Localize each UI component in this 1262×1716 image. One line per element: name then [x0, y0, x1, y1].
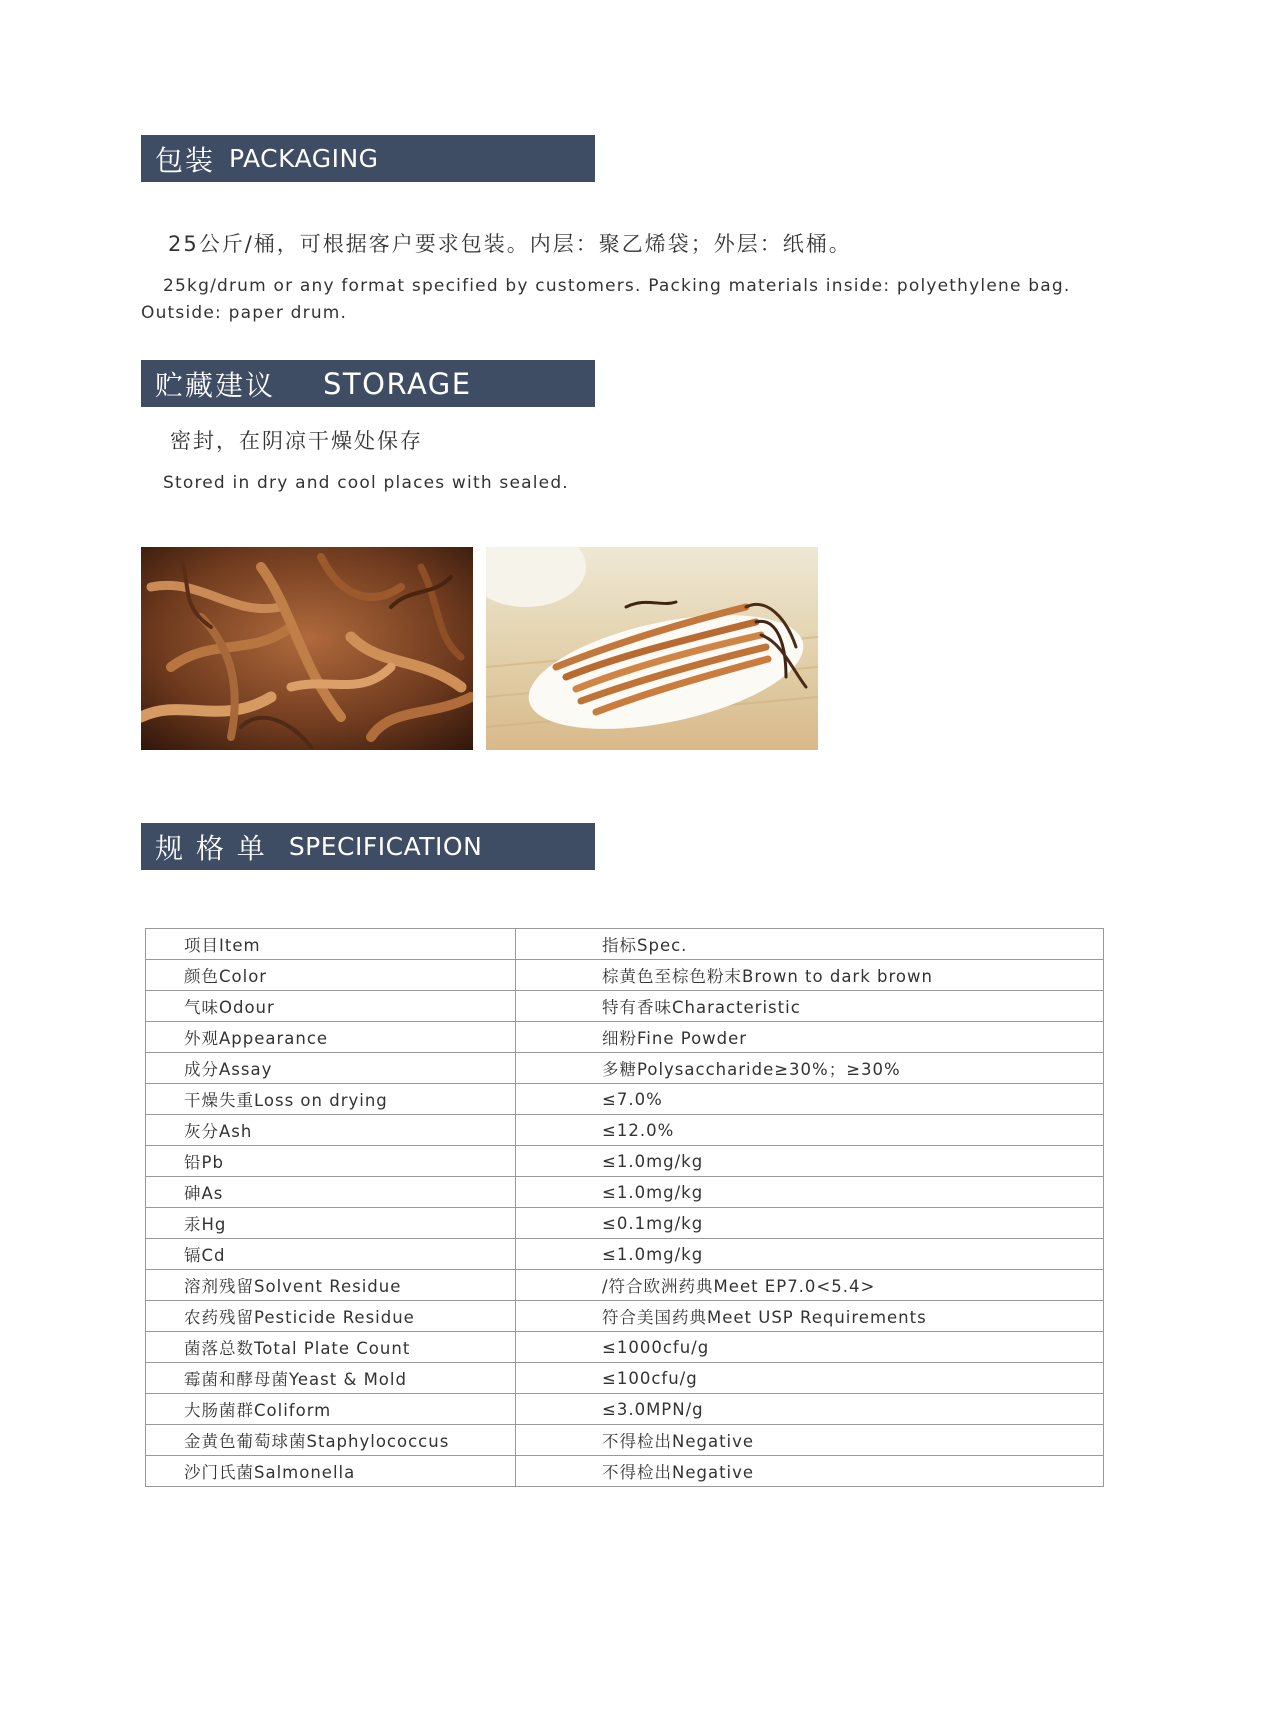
spec-cell: /符合欧洲药典Meet EP7.0<5.4> — [516, 1270, 1104, 1301]
spec-cell: ≤1000cfu/g — [516, 1332, 1104, 1363]
item-cell: 溶剂残留Solvent Residue — [146, 1270, 516, 1301]
storage-text-zh: 密封，在阴凉干燥处保存 — [170, 429, 423, 453]
spec-cell: ≤0.1mg/kg — [516, 1208, 1104, 1239]
specification-heading — [141, 823, 595, 870]
packaging-title-zh: 包装 — [155, 143, 216, 177]
spec-cell: ≤1.0mg/kg — [516, 1239, 1104, 1270]
table-row — [146, 1363, 1104, 1394]
spec-cell: ≤1.0mg/kg — [516, 1177, 1104, 1208]
packaging-heading — [141, 135, 595, 182]
spec-cell: 符合美国药典Meet USP Requirements — [516, 1301, 1104, 1332]
packaging-text-zh: 25公斤/桶，可根据客户要求包装。内层：聚乙烯袋；外层：纸桶。 — [168, 232, 852, 256]
item-cell: 灰分Ash — [146, 1115, 516, 1146]
item-cell: 气味Odour — [146, 991, 516, 1022]
item-cell: 干燥失重Loss on drying — [146, 1084, 516, 1115]
spec-cell: 特有香味Characteristic — [516, 991, 1104, 1022]
specification-table — [145, 928, 1104, 1487]
spec-cell: ≤1.0mg/kg — [516, 1146, 1104, 1177]
item-cell: 颜色Color — [146, 960, 516, 991]
spec-cell: ≤3.0MPN/g — [516, 1394, 1104, 1425]
spec-cell: 细粉Fine Powder — [516, 1022, 1104, 1053]
packaging-title-en: PACKAGING — [229, 144, 379, 173]
spec-cell: 棕黄色至棕色粉末Brown to dark brown — [516, 960, 1104, 991]
storage-title-en: STORAGE — [323, 366, 472, 401]
table-row — [146, 1053, 1104, 1084]
table-row — [146, 1239, 1104, 1270]
table-row — [146, 1208, 1104, 1239]
table-row — [146, 1301, 1104, 1332]
spec-cell: ≤7.0% — [516, 1084, 1104, 1115]
specification-title-zh: 规 格 单 — [155, 831, 267, 865]
storage-text-en: Stored in dry and cool places with sealed. — [163, 473, 569, 493]
spec-cell: 指标Spec. — [516, 929, 1104, 960]
item-cell: 项目Item — [146, 929, 516, 960]
item-cell: 镉Cd — [146, 1239, 516, 1270]
spec-cell: 不得检出Negative — [516, 1425, 1104, 1456]
storage-title-zh: 贮藏建议 — [155, 368, 276, 402]
spec-cell: ≤100cfu/g — [516, 1363, 1104, 1394]
item-cell: 汞Hg — [146, 1208, 516, 1239]
table-row — [146, 1425, 1104, 1456]
spec-cell: 多糖Polysaccharide≥30%；≥30% — [516, 1053, 1104, 1084]
table-row — [146, 991, 1104, 1022]
table-row — [146, 1177, 1104, 1208]
item-cell: 金黄色葡萄球菌Staphylococcus — [146, 1425, 516, 1456]
table-row — [146, 1084, 1104, 1115]
cordyceps-plate-photo — [486, 547, 818, 750]
item-cell: 大肠菌群Coliform — [146, 1394, 516, 1425]
item-cell: 砷As — [146, 1177, 516, 1208]
spec-cell: 不得检出Negative — [516, 1456, 1104, 1487]
table-row — [146, 1146, 1104, 1177]
table-header-row — [146, 929, 1104, 960]
specification-title-en: SPECIFICATION — [288, 832, 483, 861]
table-row — [146, 1394, 1104, 1425]
item-cell: 沙门氏菌Salmonella — [146, 1456, 516, 1487]
table-row — [146, 1456, 1104, 1487]
item-cell: 外观Appearance — [146, 1022, 516, 1053]
item-cell: 铅Pb — [146, 1146, 516, 1177]
table-row — [146, 1332, 1104, 1363]
packaging-text-en: 25kg/drum or any format specified by customers. Packing materials inside: polyethylene bag. Outside: paper drum. — [141, 276, 1071, 323]
table-row — [146, 1115, 1104, 1146]
spec-cell: ≤12.0% — [516, 1115, 1104, 1146]
item-cell: 成分Assay — [146, 1053, 516, 1084]
cordyceps-closeup-photo — [141, 547, 473, 750]
storage-heading — [141, 360, 595, 407]
table-row — [146, 1270, 1104, 1301]
table-row — [146, 960, 1104, 991]
table-row — [146, 1022, 1104, 1053]
item-cell: 霉菌和酵母菌Yeast & Mold — [146, 1363, 516, 1394]
item-cell: 菌落总数Total Plate Count — [146, 1332, 516, 1363]
item-cell: 农药残留Pesticide Residue — [146, 1301, 516, 1332]
